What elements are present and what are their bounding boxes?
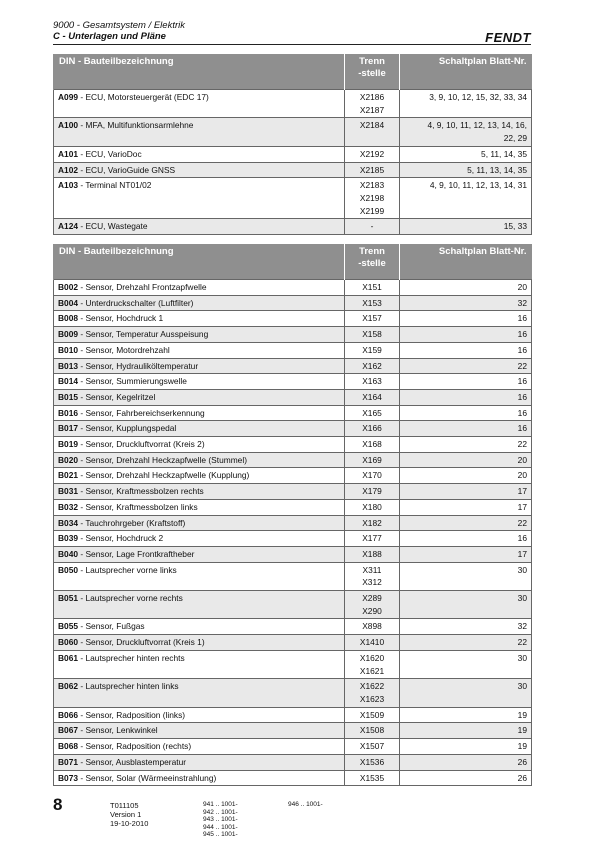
- header-chapter-title: C - Unterlagen und Pläne: [53, 31, 166, 42]
- component-code: B034: [58, 517, 79, 528]
- schematic-sheet-cell: 32: [400, 619, 532, 635]
- component-code: B032: [58, 501, 79, 512]
- schematic-sheet-cell: 5, 11, 13, 14, 35: [400, 162, 532, 178]
- component-name-cell: [54, 546, 345, 562]
- connector-cell: X158: [345, 327, 400, 343]
- column-header-plan: Schaltplan Blatt-Nr.: [400, 244, 532, 280]
- schematic-sheet-cell: 30: [400, 679, 532, 707]
- table-row: [54, 405, 532, 421]
- model-list-1: 941 .. 1001- 942 .. 1001- 943 .. 1001- 944 .. 1001- 945 .. 1001-: [203, 801, 238, 838]
- component-name-cell: [54, 389, 345, 405]
- component-description: - Sensor, Druckluftvorrat (Kreis 2): [78, 439, 205, 450]
- component-code: B004: [58, 297, 79, 308]
- connector-cell: X151: [345, 280, 400, 296]
- component-name-cell: [54, 327, 345, 343]
- table-row: [54, 619, 532, 635]
- header-section-title: 9000 - Gesamtsystem / Elektrik: [53, 20, 185, 31]
- connector-cell: X166: [345, 421, 400, 437]
- component-code: B017: [58, 423, 79, 434]
- connector-cell: X2186 X2187: [345, 90, 400, 118]
- schematic-sheet-cell: 17: [400, 546, 532, 562]
- component-description: - Lautsprecher hinten rechts: [78, 652, 185, 663]
- table-row: [54, 311, 532, 327]
- component-code: A101: [58, 148, 79, 159]
- schematic-sheet-cell: 17: [400, 499, 532, 515]
- connector-cell: X168: [345, 437, 400, 453]
- component-description: - Sensor, Radposition (rechts): [78, 741, 192, 752]
- component-name-cell: [54, 146, 345, 162]
- table-row: [54, 484, 532, 500]
- connector-cell: X1507: [345, 739, 400, 755]
- table-row: [54, 90, 532, 118]
- table-row: [54, 452, 532, 468]
- component-name-cell: [54, 437, 345, 453]
- component-code: B071: [58, 756, 79, 767]
- schematic-sheet-cell: 22: [400, 358, 532, 374]
- schematic-sheet-cell: 4, 9, 10, 11, 12, 13, 14, 16, 22, 29: [400, 118, 532, 146]
- connector-cell: X311 X312: [345, 562, 400, 590]
- component-name-cell: [54, 591, 345, 619]
- component-code: B040: [58, 548, 79, 559]
- component-description: - Sensor, Kegelritzel: [78, 391, 156, 402]
- schematic-sheet-cell: 3, 9, 10, 12, 15, 32, 33, 34: [400, 90, 532, 118]
- table-row: [54, 468, 532, 484]
- component-description: - Unterdruckschalter (Luftfilter): [78, 297, 194, 308]
- table-row: [54, 591, 532, 619]
- component-description: - Sensor, Temperatur Ausspeisung: [78, 329, 209, 340]
- component-name-cell: [54, 515, 345, 531]
- table-row: [54, 515, 532, 531]
- connector-cell: X162: [345, 358, 400, 374]
- column-header-name: DIN - Bauteilbezeichnung: [54, 244, 345, 280]
- component-code: B014: [58, 376, 79, 387]
- component-code: B015: [58, 391, 79, 402]
- component-table-b: [53, 244, 532, 786]
- component-name-cell: [54, 754, 345, 770]
- component-code: B073: [58, 772, 79, 783]
- table-row: [54, 437, 532, 453]
- component-code: A124: [58, 221, 79, 232]
- component-code: B010: [58, 344, 79, 355]
- schematic-sheet-cell: 22: [400, 635, 532, 651]
- table-row: [54, 280, 532, 296]
- table-row: [54, 118, 532, 146]
- component-description: - Sensor, Drehzahl Heckzapfwelle (Stummel): [78, 454, 247, 465]
- component-description: - Sensor, Radposition (links): [78, 709, 186, 720]
- component-description: - Sensor, Lage Frontkraftheber: [78, 548, 195, 559]
- component-description: - Sensor, Kraftmessbolzen links: [78, 501, 198, 512]
- document-reference: T011105 Version 1 19-10-2010: [110, 801, 149, 828]
- schematic-sheet-cell: 20: [400, 280, 532, 296]
- component-description: - Sensor, Drehzahl Heckzapfwelle (Kupplung): [78, 470, 250, 481]
- schematic-sheet-cell: 20: [400, 452, 532, 468]
- component-name-cell: [54, 280, 345, 296]
- connector-cell: X1410: [345, 635, 400, 651]
- connector-cell: X1508: [345, 723, 400, 739]
- connector-cell: X179: [345, 484, 400, 500]
- connector-cell: X159: [345, 342, 400, 358]
- component-description: - Sensor, Kupplungspedal: [78, 423, 177, 434]
- table-row: [54, 707, 532, 723]
- component-code: B031: [58, 486, 79, 497]
- schematic-sheet-cell: 30: [400, 650, 532, 678]
- component-description: - ECU, VarioGuide GNSS: [78, 164, 176, 175]
- component-name-cell: [54, 90, 345, 118]
- table-row: [54, 562, 532, 590]
- schematic-sheet-cell: 22: [400, 437, 532, 453]
- component-code: A103: [58, 180, 79, 191]
- table-row: [54, 421, 532, 437]
- component-code: B021: [58, 470, 79, 481]
- component-name-cell: [54, 342, 345, 358]
- connector-cell: X2185: [345, 162, 400, 178]
- component-description: - Sensor, Hochdruck 1: [78, 313, 164, 324]
- connector-cell: X153: [345, 295, 400, 311]
- schematic-sheet-cell: 19: [400, 723, 532, 739]
- table-row: [54, 358, 532, 374]
- table-row: [54, 546, 532, 562]
- table-row: [54, 754, 532, 770]
- component-name-cell: [54, 707, 345, 723]
- component-code: B019: [58, 439, 79, 450]
- connector-cell: X2184: [345, 118, 400, 146]
- component-code: B039: [58, 533, 79, 544]
- component-description: - Sensor, Hydrauliköltemperatur: [78, 360, 199, 371]
- component-code: B060: [58, 637, 79, 648]
- schematic-sheet-cell: 26: [400, 770, 532, 786]
- component-code: B062: [58, 681, 79, 692]
- table-row: [54, 739, 532, 755]
- connector-cell: X182: [345, 515, 400, 531]
- component-description: - Sensor, Fußgas: [78, 621, 145, 632]
- schematic-sheet-cell: 16: [400, 327, 532, 343]
- connector-cell: X1622 X1623: [345, 679, 400, 707]
- connector-cell: X1536: [345, 754, 400, 770]
- connector-cell: X180: [345, 499, 400, 515]
- column-header-name: DIN - Bauteilbezeichnung: [54, 54, 345, 90]
- component-name-cell: [54, 562, 345, 590]
- connector-cell: X2183 X2198 X2199: [345, 178, 400, 219]
- connector-cell: X2192: [345, 146, 400, 162]
- schematic-sheet-cell: 16: [400, 374, 532, 390]
- connector-cell: X157: [345, 311, 400, 327]
- component-name-cell: [54, 468, 345, 484]
- component-code: B009: [58, 329, 79, 340]
- table-row: [54, 327, 532, 343]
- schematic-sheet-cell: 16: [400, 342, 532, 358]
- component-name-cell: [54, 635, 345, 651]
- table-row: [54, 342, 532, 358]
- component-name-cell: [54, 650, 345, 678]
- table-row: [54, 374, 532, 390]
- component-description: - Sensor, Lenkwinkel: [78, 725, 158, 736]
- component-name-cell: [54, 295, 345, 311]
- component-name-cell: [54, 162, 345, 178]
- schematic-sheet-cell: 16: [400, 405, 532, 421]
- component-description: - ECU, Motorsteuergerät (EDC 17): [78, 92, 209, 102]
- component-name-cell: [54, 531, 345, 547]
- connector-cell: X169: [345, 452, 400, 468]
- table-row: [54, 679, 532, 707]
- column-header-trenn: Trenn -stelle: [345, 244, 400, 280]
- component-description: - MFA, Multifunktionsarmlehne: [78, 120, 194, 131]
- component-name-cell: [54, 311, 345, 327]
- component-code: B068: [58, 741, 79, 752]
- component-code: B066: [58, 709, 79, 720]
- component-code: A102: [58, 164, 79, 175]
- component-name-cell: [54, 405, 345, 421]
- component-name-cell: [54, 499, 345, 515]
- component-code: B050: [58, 564, 79, 575]
- table-row: [54, 146, 532, 162]
- component-description: - Sensor, Kraftmessbolzen rechts: [78, 486, 204, 497]
- schematic-sheet-cell: 32: [400, 295, 532, 311]
- component-code: B055: [58, 621, 79, 632]
- connector-cell: X1509: [345, 707, 400, 723]
- component-code: B002: [58, 282, 79, 292]
- component-name-cell: [54, 118, 345, 146]
- header-divider: [53, 44, 531, 45]
- component-name-cell: [54, 679, 345, 707]
- connector-cell: X177: [345, 531, 400, 547]
- component-code: B051: [58, 593, 79, 604]
- component-table-a: [53, 54, 532, 235]
- page-number: 8: [53, 795, 63, 814]
- table-row: [54, 295, 532, 311]
- component-description: - ECU, VarioDoc: [78, 148, 142, 159]
- component-name-cell: [54, 452, 345, 468]
- connector-cell: X289 X290: [345, 591, 400, 619]
- table-row: [54, 162, 532, 178]
- component-description: - Lautsprecher vorne rechts: [78, 593, 183, 604]
- table-row: [54, 723, 532, 739]
- connector-cell: X188: [345, 546, 400, 562]
- component-code: B061: [58, 652, 79, 663]
- schematic-sheet-cell: 22: [400, 515, 532, 531]
- schematic-sheet-cell: 16: [400, 311, 532, 327]
- table-row: [54, 499, 532, 515]
- component-name-cell: [54, 374, 345, 390]
- component-code: B020: [58, 454, 79, 465]
- schematic-sheet-cell: 20: [400, 468, 532, 484]
- component-code: A100: [58, 120, 79, 131]
- schematic-sheet-cell: 4, 9, 10, 11, 12, 13, 14, 31: [400, 178, 532, 219]
- schematic-sheet-cell: 15, 33: [400, 219, 532, 235]
- connector-cell: X898: [345, 619, 400, 635]
- table-row: [54, 531, 532, 547]
- component-description: - Sensor, Druckluftvorrat (Kreis 1): [78, 637, 205, 648]
- connector-cell: X1535: [345, 770, 400, 786]
- component-description: - Sensor, Solar (Wärmeeinstrahlung): [78, 772, 217, 783]
- column-header-trenn: Trenn -stelle: [345, 54, 400, 90]
- component-description: - Tauchrohrgeber (Kraftstoff): [78, 517, 186, 528]
- table-row: [54, 219, 532, 235]
- table-row: [54, 389, 532, 405]
- component-name-cell: [54, 739, 345, 755]
- component-name-cell: [54, 421, 345, 437]
- component-description: - Sensor, Ausblastemperatur: [78, 756, 187, 767]
- schematic-sheet-cell: 16: [400, 421, 532, 437]
- component-code: B067: [58, 725, 79, 736]
- component-name-cell: [54, 770, 345, 786]
- component-description: - Sensor, Fahrbereichserkennung: [78, 407, 205, 418]
- component-description: - Lautsprecher vorne links: [78, 564, 177, 575]
- schematic-sheet-cell: 19: [400, 739, 532, 755]
- component-description: - Sensor, Hochdruck 2: [78, 533, 164, 544]
- column-header-plan: Schaltplan Blatt-Nr.: [400, 54, 532, 90]
- component-description: - Sensor, Summierungswelle: [78, 376, 187, 387]
- schematic-sheet-cell: 5, 11, 14, 35: [400, 146, 532, 162]
- component-description: - Terminal NT01/02: [78, 180, 152, 191]
- table-row: [54, 178, 532, 219]
- table-row: [54, 770, 532, 786]
- component-name-cell: [54, 178, 345, 219]
- component-description: - Sensor, Drehzahl Frontzapfwelle: [78, 282, 207, 292]
- page-header: [53, 20, 531, 43]
- table-row: [54, 650, 532, 678]
- component-description: - ECU, Wastegate: [78, 221, 148, 232]
- component-code: B016: [58, 407, 79, 418]
- table-row: [54, 635, 532, 651]
- schematic-sheet-cell: 26: [400, 754, 532, 770]
- connector-cell: -: [345, 219, 400, 235]
- component-name-cell: [54, 723, 345, 739]
- component-name-cell: [54, 484, 345, 500]
- component-name-cell: [54, 619, 345, 635]
- component-description: - Lautsprecher hinten links: [78, 681, 179, 692]
- fendt-logo: FENDT: [485, 30, 531, 45]
- component-name-cell: [54, 219, 345, 235]
- connector-cell: X165: [345, 405, 400, 421]
- component-code: A099: [58, 92, 79, 102]
- schematic-sheet-cell: 30: [400, 591, 532, 619]
- schematic-sheet-cell: 16: [400, 531, 532, 547]
- model-list-2: 946 .. 1001-: [288, 801, 323, 808]
- connector-cell: X164: [345, 389, 400, 405]
- component-description: - Sensor, Motordrehzahl: [78, 344, 170, 355]
- connector-cell: X163: [345, 374, 400, 390]
- component-name-cell: [54, 358, 345, 374]
- schematic-sheet-cell: 16: [400, 389, 532, 405]
- component-code: B013: [58, 360, 79, 371]
- schematic-sheet-cell: 17: [400, 484, 532, 500]
- component-code: B008: [58, 313, 79, 324]
- schematic-sheet-cell: 19: [400, 707, 532, 723]
- connector-cell: X170: [345, 468, 400, 484]
- connector-cell: X1620 X1621: [345, 650, 400, 678]
- schematic-sheet-cell: 30: [400, 562, 532, 590]
